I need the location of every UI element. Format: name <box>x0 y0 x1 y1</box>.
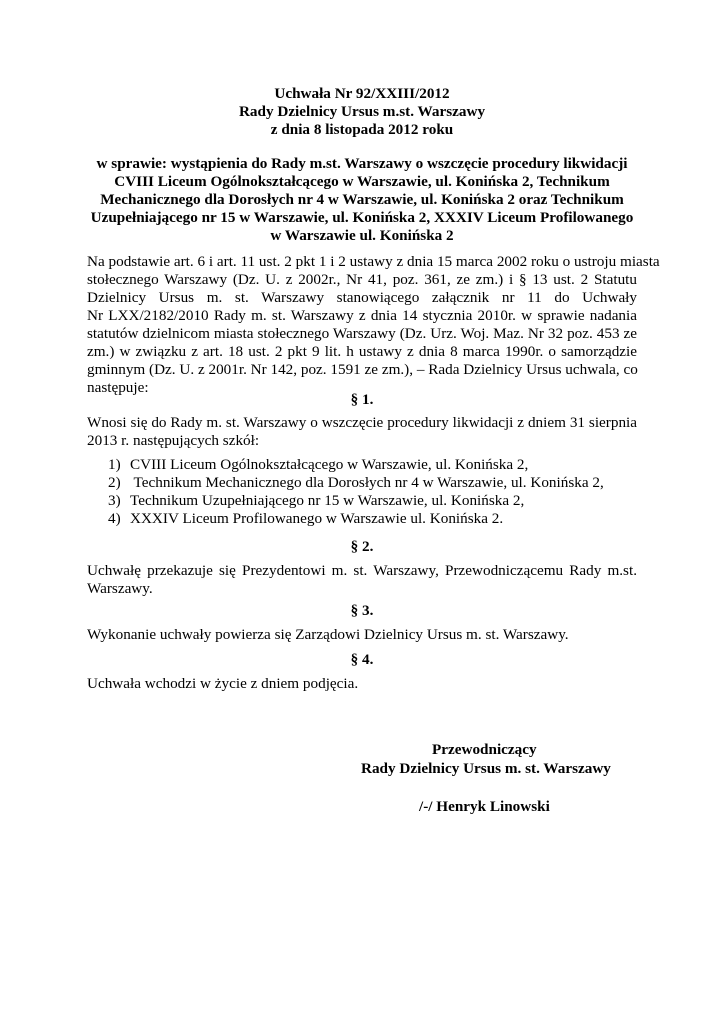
school-list <box>108 456 648 528</box>
preamble-line: Dzielnicy Ursus m. st. Warszawy stanowiącego załącznik nr 11 do Uchwały <box>87 289 637 306</box>
subject-line: Uzupełniającego nr 15 w Warszawie, ul. Konińska 2, XXXIV Liceum Profilowanego <box>90 209 634 226</box>
preamble-line: Na podstawie art. 6 i art. 11 ust. 2 pkt 1 i 2 ustawy z dnia 15 marca 2002 roku o ustroju miasta <box>87 253 660 270</box>
section-1-line: 2013 r. następujących szkół: <box>87 432 260 449</box>
preamble-line: statutów dzielnicom miasta stołecznego Warszawy (Dz. Urz. Woj. Maz. Nr 32 poz. 453 ze <box>87 325 637 342</box>
signature-role: Przewodniczący <box>432 741 537 758</box>
section-2-text <box>87 562 637 598</box>
section-1-line: Wnosi się do Rady m. st. Warszawy o wszczęcie procedury likwidacji z dniem 31 sierpnia <box>87 414 637 431</box>
section-3-text <box>87 626 637 644</box>
section-1-heading: § 1. <box>350 391 374 408</box>
list-item-text: Technikum Uzupełniającego nr 15 w Warszawie, ul. Konińska 2, <box>130 492 525 509</box>
list-item-number: 3) <box>108 492 121 509</box>
preamble <box>87 253 660 397</box>
list-item <box>108 474 648 492</box>
preamble-line: gminnym (Dz. U. z 2001r. Nr 142, poz. 1591 ze zm.), – Rada Dzielnicy Ursus uchwala, co <box>87 361 638 378</box>
preamble-line: następuje: <box>87 379 149 396</box>
preamble-line: Nr LXX/2182/2010 Rady m. st. Warszawy z dnia 14 stycznia 2010r. w sprawie nadania <box>87 307 637 324</box>
council-name: Rady Dzielnicy Ursus m.st. Warszawy <box>238 103 486 120</box>
section-4-line: Uchwała wchodzi w życie z dniem podjęcia. <box>87 675 359 692</box>
list-item <box>108 510 648 528</box>
list-item-number: 1) <box>108 456 121 473</box>
subject-line: Mechanicznego dla Dorosłych nr 4 w Warszawie, ul. Konińska 2 oraz Technikum <box>100 191 624 208</box>
section-2-line: Uchwałę przekazuje się Prezydentowi m. st. Warszawy, Przewodniczącemu Rady m.st. <box>87 562 637 579</box>
list-item-text: CVIII Liceum Ogólnokształcącego w Warszawie, ul. Konińska 2, <box>130 456 529 473</box>
section-4-heading: § 4. <box>350 651 374 668</box>
subject-line: w sprawie: wystąpienia do Rady m.st. Warszawy o wszczęcie procedury likwidacji <box>96 155 628 172</box>
list-item <box>108 492 648 510</box>
resolution-title: Uchwała Nr 92/XXIII/2012 <box>274 85 450 102</box>
section-1-text <box>87 414 637 450</box>
list-item-text: XXXIV Liceum Profilowanego w Warszawie ul. Konińska 2. <box>130 510 504 527</box>
section-3-heading: § 3. <box>350 602 374 619</box>
list-item-text: Technikum Mechanicznego dla Dorosłych nr 4 w Warszawie, ul. Konińska 2, <box>130 474 604 491</box>
section-2-heading: § 2. <box>350 538 374 555</box>
section-2-line: Warszawy. <box>87 580 153 597</box>
list-item-number: 2) <box>108 474 121 491</box>
preamble-line: zm.) w związku z art. 18 ust. 2 pkt 9 lit. h ustawy z dnia 8 marca 1990r. o samorządzie <box>87 343 637 360</box>
resolution-subject <box>85 155 639 245</box>
subject-line: CVIII Liceum Ogólnokształcącego w Warszawie, ul. Konińska 2, Technikum <box>114 173 610 190</box>
section-4-text <box>87 675 637 693</box>
document-header <box>87 85 637 139</box>
signature-name: /-/ Henryk Linowski <box>419 798 550 815</box>
resolution-date: z dnia 8 listopada 2012 roku <box>270 121 454 138</box>
subject-line: w Warszawie ul. Konińska 2 <box>270 227 454 244</box>
list-item-number: 4) <box>108 510 121 527</box>
preamble-line: stołecznego Warszawy (Dz. U. z 2002r., Nr 41, poz. 361, ze zm.) i § 13 ust. 2 Statutu <box>87 271 637 288</box>
list-item <box>108 456 648 474</box>
section-3-line: Wykonanie uchwały powierza się Zarządowi Dzielnicy Ursus m. st. Warszawy. <box>87 626 569 643</box>
signature-body: Rady Dzielnicy Ursus m. st. Warszawy <box>361 760 611 777</box>
